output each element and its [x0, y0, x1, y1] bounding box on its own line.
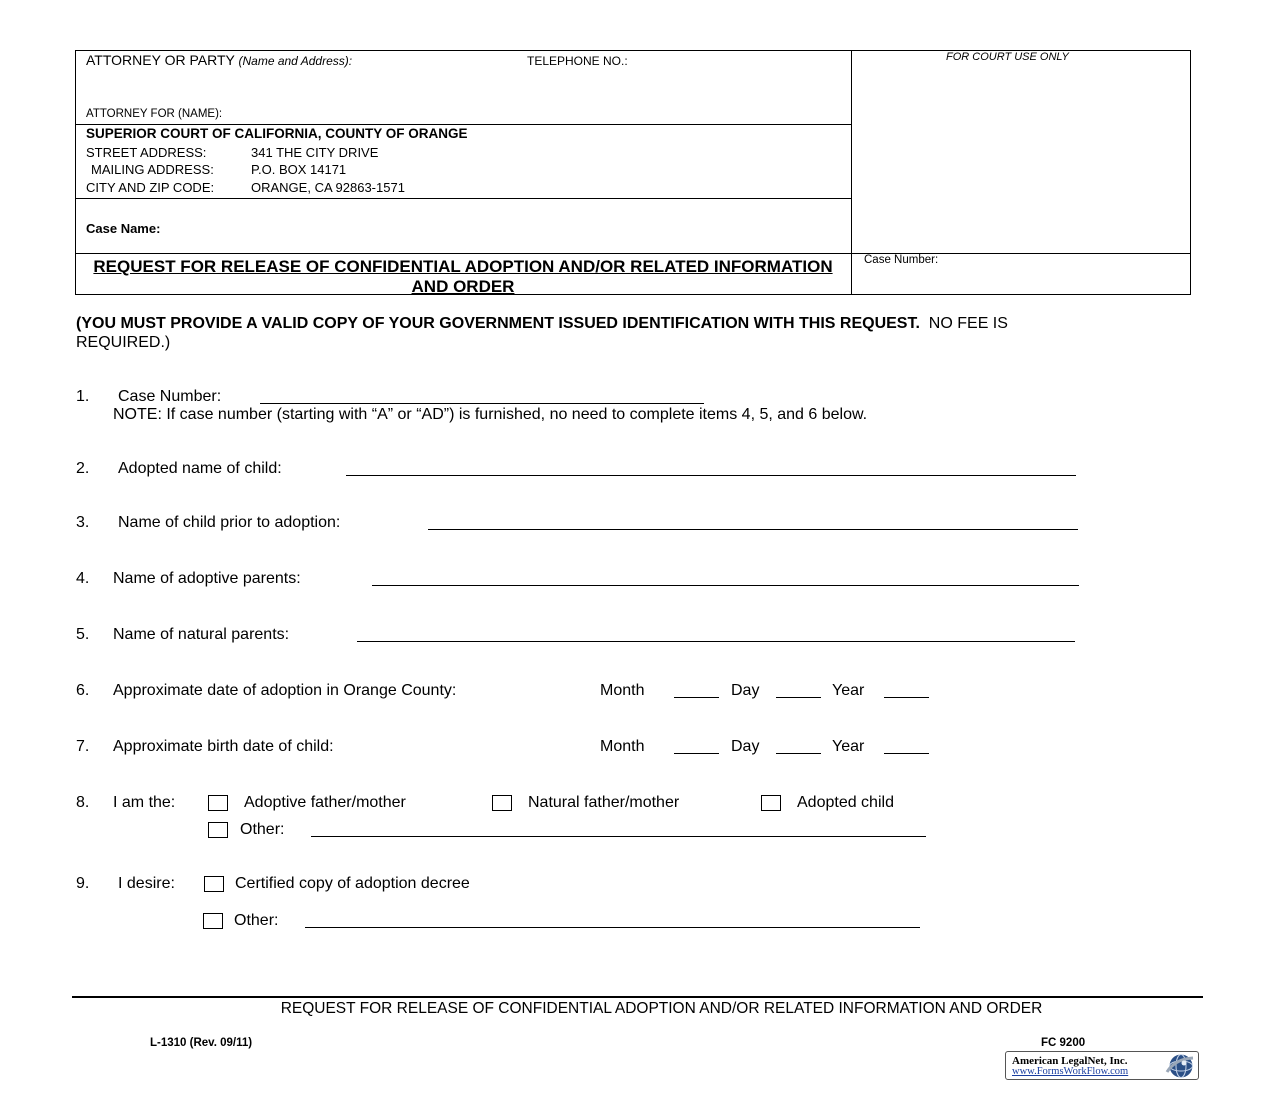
item-8-label: I am the:: [113, 794, 176, 811]
relation-other-label: Other:: [240, 821, 285, 838]
natural-parents-field[interactable]: [357, 626, 1075, 642]
item-8-number: 8.: [76, 794, 90, 811]
adopted-name-field[interactable]: [346, 460, 1076, 476]
adoptive-parent-checkbox[interactable]: [208, 795, 228, 811]
item-3-number: 3.: [76, 514, 90, 531]
case-number-label: Case Number:: [864, 254, 939, 266]
item-9-number: 9.: [76, 875, 90, 892]
globe-icon: [1163, 1053, 1197, 1079]
birth-day-field[interactable]: [776, 738, 821, 754]
telephone-label: TELEPHONE NO.:: [527, 54, 628, 68]
id-notice-line2: REQUIRED.): [76, 334, 171, 351]
fc-code: FC 9200: [1041, 1037, 1086, 1049]
item-1-note: NOTE: If case number (starting with “A” or “AD”) is furnished, no need to complete items 4, 5, and 6 below.: [113, 406, 868, 423]
court-name: SUPERIOR COURT OF CALIFORNIA, COUNTY OF ORANGE: [86, 126, 468, 141]
item-7-number: 7.: [76, 738, 90, 755]
item-5-number: 5.: [76, 626, 90, 643]
desire-other-label: Other:: [234, 912, 279, 929]
city-label: CITY AND ZIP CODE:: [86, 180, 215, 195]
adoption-month-label: Month: [600, 682, 645, 699]
birth-day-label: Day: [731, 738, 760, 755]
item-4-label: Name of adoptive parents:: [113, 570, 301, 587]
item-6-number: 6.: [76, 682, 90, 699]
adoption-day-label: Day: [731, 682, 760, 699]
caption-rule: [75, 198, 851, 199]
street-value: 341 THE CITY DRIVE: [251, 145, 379, 160]
birth-month-field[interactable]: [674, 738, 719, 754]
item-1-number: 1.: [76, 388, 90, 405]
item-1-label: Case Number:: [118, 388, 222, 405]
legalnet-logo: [1005, 1051, 1199, 1080]
adoption-year-field[interactable]: [884, 682, 929, 698]
birth-year-label: Year: [832, 738, 865, 755]
adoptive-parents-field[interactable]: [372, 570, 1079, 586]
mailing-label: MAILING ADDRESS:: [91, 162, 214, 177]
caption-rule: [75, 124, 851, 125]
footer-title: REQUEST FOR RELEASE OF CONFIDENTIAL ADOPTION AND/OR RELATED INFORMATION AND ORDER: [280, 1000, 1043, 1017]
item-4-number: 4.: [76, 570, 90, 587]
adoption-day-field[interactable]: [776, 682, 821, 698]
item-2-number: 2.: [76, 460, 90, 477]
footer-rule: [72, 996, 1203, 998]
relation-other-checkbox[interactable]: [208, 822, 228, 838]
relation-other-field[interactable]: [311, 821, 926, 837]
item-5-label: Name of natural parents:: [113, 626, 290, 643]
attorney-label: ATTORNEY OR PARTY (Name and Address):: [86, 52, 353, 68]
street-label: STREET ADDRESS:: [86, 145, 207, 160]
logo-company: American LegalNet, Inc.: [1012, 1055, 1128, 1067]
mailing-value: P.O. BOX 14171: [251, 162, 347, 177]
city-value: ORANGE, CA 92863-1571: [251, 180, 405, 195]
attorney-for-label: ATTORNEY FOR (NAME):: [86, 108, 223, 120]
adopted-child-label: Adopted child: [797, 794, 894, 811]
certified-copy-label: Certified copy of adoption decree: [235, 875, 470, 892]
item-9-label: I desire:: [118, 875, 175, 892]
prior-name-field[interactable]: [428, 514, 1078, 530]
form-title: REQUEST FOR RELEASE OF CONFIDENTIAL ADOPTION AND/OR RELATED INFORMATION AND ORDER: [93, 257, 833, 296]
birth-year-field[interactable]: [884, 738, 929, 754]
item-2-label: Adopted name of child:: [118, 460, 282, 477]
certified-copy-checkbox[interactable]: [204, 876, 224, 892]
birth-month-label: Month: [600, 738, 645, 755]
item-6-label: Approximate date of adoption in Orange County:: [113, 682, 457, 699]
case-name-label: Case Name:: [86, 221, 161, 236]
adopted-child-checkbox[interactable]: [761, 795, 781, 811]
adoption-year-label: Year: [832, 682, 865, 699]
id-notice: (YOU MUST PROVIDE A VALID COPY OF YOUR GOVERNMENT ISSUED IDENTIFICATION WITH THIS REQUEST. NO FEE IS: [76, 315, 1008, 332]
logo-url[interactable]: www.FormsWorkFlow.com: [1012, 1066, 1129, 1077]
natural-parent-checkbox[interactable]: [492, 795, 512, 811]
form-id: L-1310 (Rev. 09/11): [150, 1037, 253, 1049]
adoptive-parent-label: Adoptive father/mother: [244, 794, 406, 811]
adoption-month-field[interactable]: [674, 682, 719, 698]
caption-divider: [851, 50, 852, 295]
item-3-label: Name of child prior to adoption:: [118, 514, 341, 531]
item-7-label: Approximate birth date of child:: [113, 738, 334, 755]
case-number-field[interactable]: [260, 388, 704, 404]
caption-rule: [75, 253, 1191, 254]
court-use-label: FOR COURT USE ONLY: [946, 51, 1069, 63]
desire-other-checkbox[interactable]: [203, 913, 223, 929]
natural-parent-label: Natural father/mother: [528, 794, 680, 811]
desire-other-field[interactable]: [305, 912, 920, 928]
